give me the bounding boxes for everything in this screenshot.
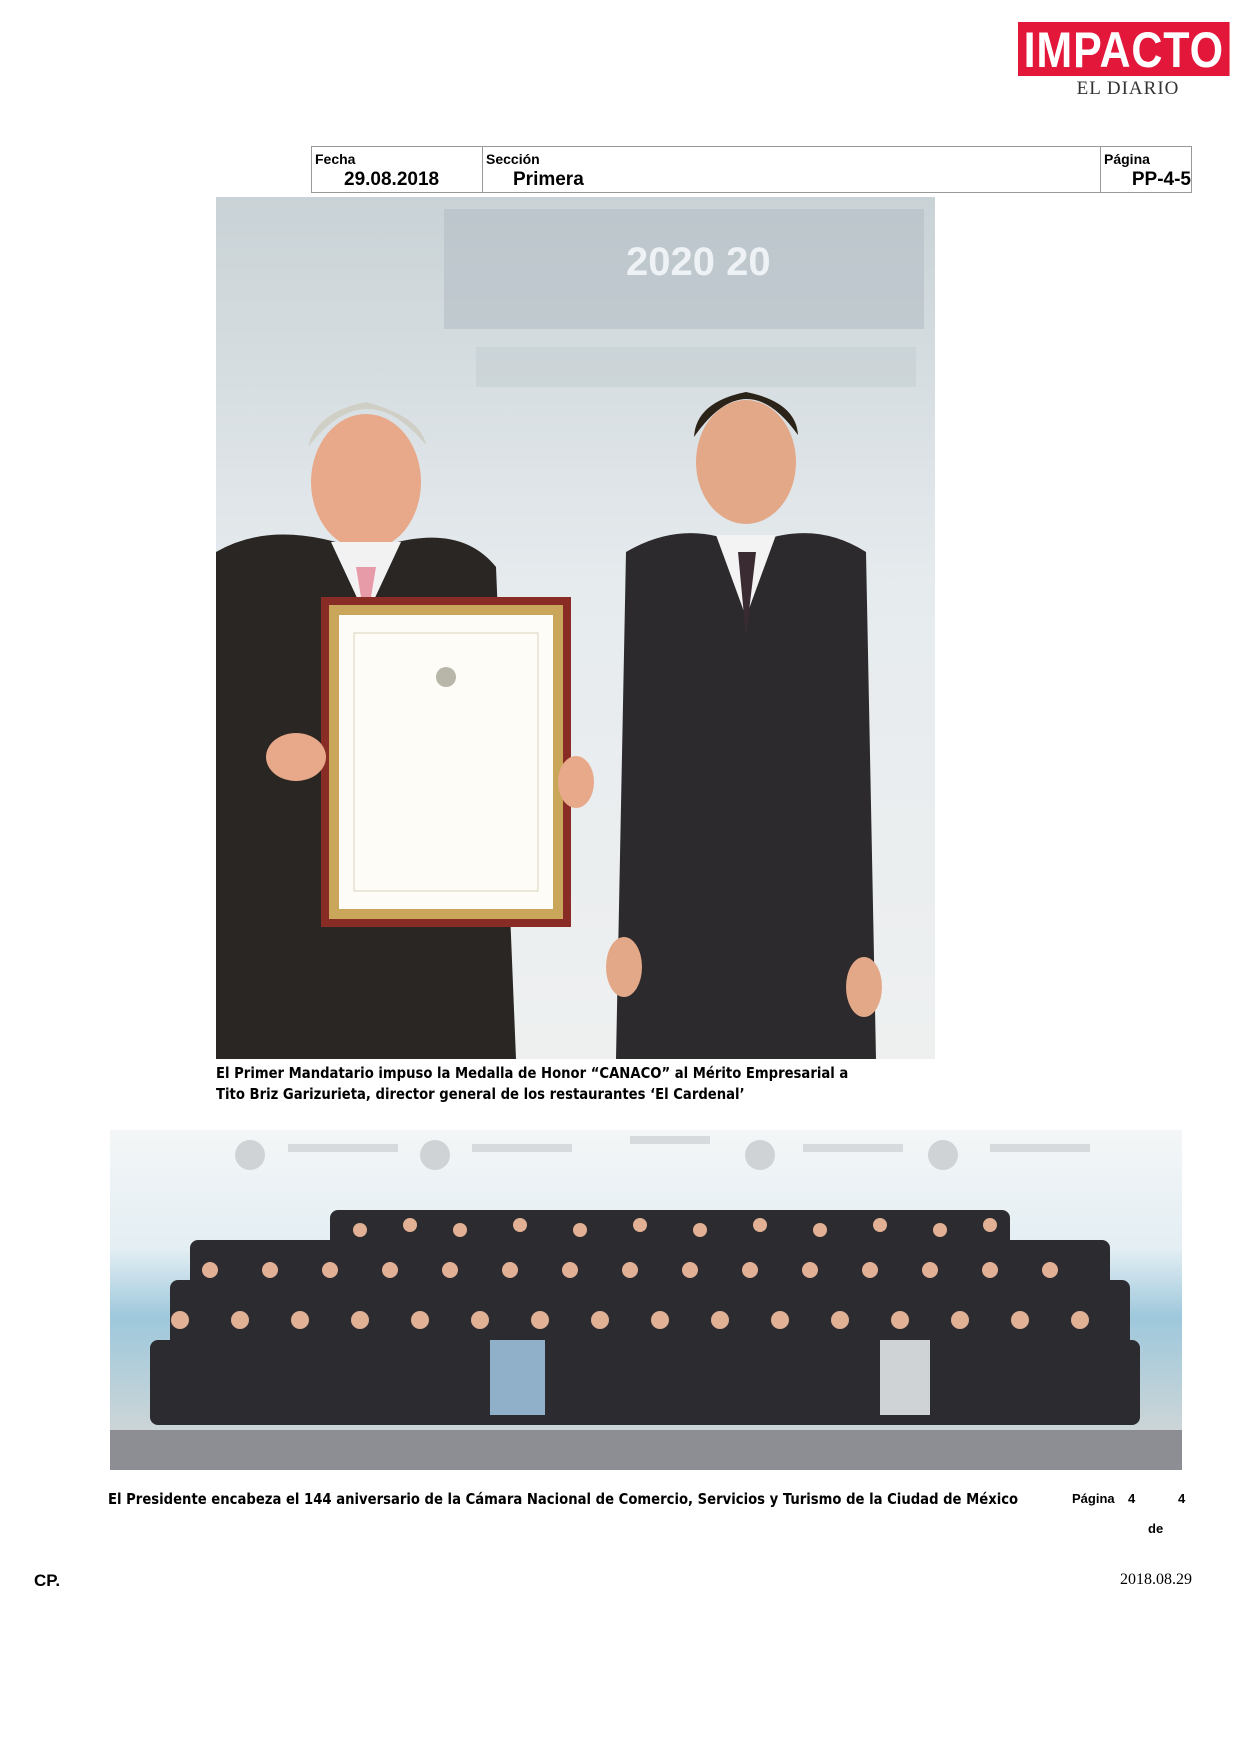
- group-photo-graphic: [110, 1130, 1182, 1470]
- group-photo-caption: El Presidente encabeza el 144 aniversario de la Cámara Nacional de Comercio, Servicios y Turismo de la Ciudad de México: [108, 1490, 1019, 1508]
- metadata-table: [311, 146, 1192, 193]
- impacto-logo: [1018, 22, 1230, 100]
- pagina-cell: [1101, 147, 1191, 192]
- award-photo-caption: El Primer Mandatario impuso la Medalla de Honor “CANACO” al Mérito Empresarial a Tito Briz Garizurieta, director general de los restaurantes ‘El Cardenal’: [216, 1064, 849, 1103]
- footer-page-number: 4: [1128, 1491, 1136, 1506]
- capture-date: 2018.08.29: [1120, 1571, 1192, 1588]
- footer-page-total: 4: [1178, 1491, 1186, 1506]
- group-photo: [110, 1130, 1182, 1470]
- backdrop-text: 2020 20: [626, 240, 771, 284]
- logo-subtitle: EL DIARIO: [1076, 78, 1180, 99]
- seccion-value: Primera: [513, 169, 584, 190]
- fecha-value: 29.08.2018: [344, 169, 440, 190]
- footer-de-label: de: [1148, 1521, 1164, 1536]
- footer-pagina-label: Página: [1072, 1491, 1115, 1506]
- fecha-cell: [312, 147, 483, 192]
- award-photo: [216, 197, 935, 1059]
- pagina-label: Página: [1104, 151, 1150, 167]
- seccion-label: Sección: [486, 151, 540, 167]
- fecha-label: Fecha: [315, 151, 356, 167]
- logo-wordmark: IMPACTO: [1018, 22, 1230, 76]
- pagina-value: PP-4-5: [1131, 169, 1191, 190]
- seccion-cell: [483, 147, 1101, 192]
- award-photo-graphic: [216, 197, 935, 1059]
- source-code: CP.: [34, 1571, 61, 1590]
